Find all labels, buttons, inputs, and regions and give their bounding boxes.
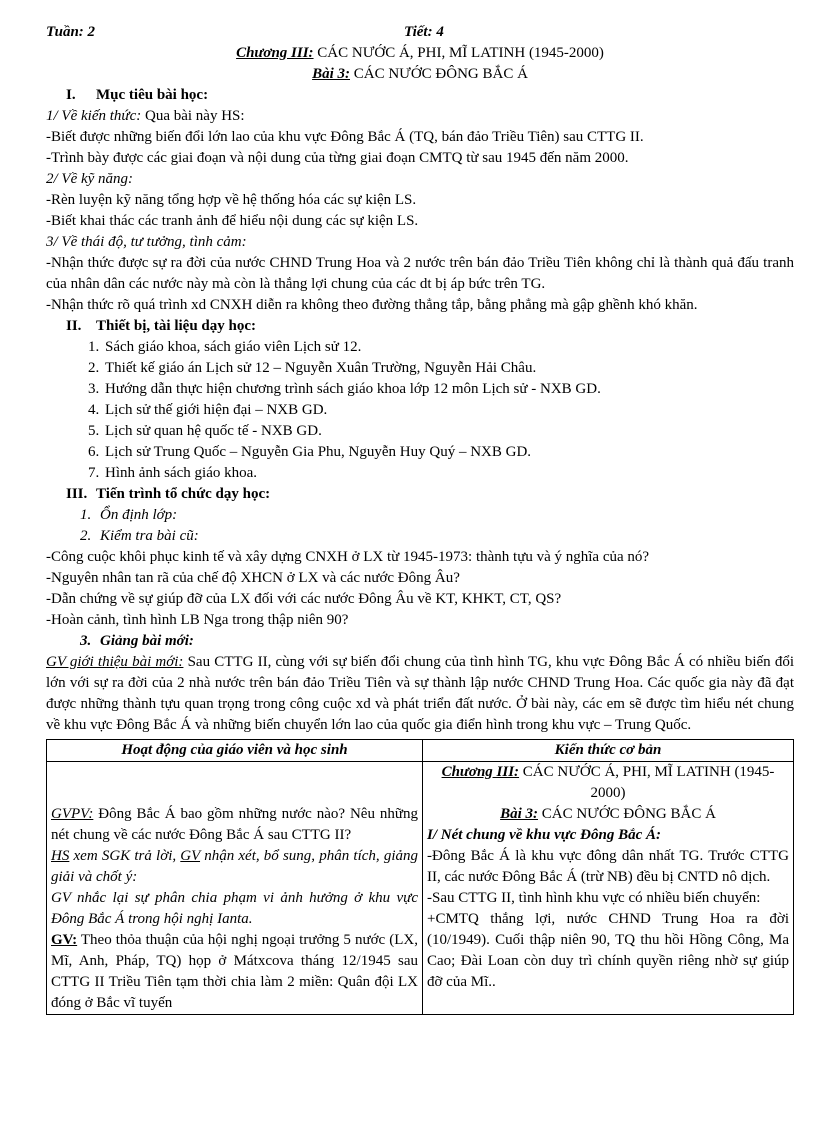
week-label: Tuần: 2	[46, 24, 96, 40]
reference-item: 3. Hướng dẫn thực hiện chương trình sách giáo khoa lớp 12 môn Lịch sử - NXB GD.	[103, 379, 794, 400]
table-header-knowledge: Kiến thức cơ bản	[423, 740, 794, 762]
table-chapter-title	[427, 762, 789, 804]
step-3-num: 3.	[80, 633, 92, 649]
teacher-question-label: GVPV:	[51, 806, 94, 822]
review-question: -Công cuộc khôi phục kinh tế và xây dựng CNXH ở LX từ 1945-1973: thành tựu và ý nghĩa của nó?	[46, 549, 650, 565]
activities-cell	[47, 762, 423, 1015]
hs-label: HS	[51, 848, 70, 864]
knowledge-label: 1/ Về kiến thức:	[46, 108, 142, 124]
step-1-label: Ổn định lớp:	[100, 507, 178, 523]
lesson-table	[46, 739, 794, 1015]
step-2-num: 2.	[80, 528, 92, 544]
section-3-num: III.	[66, 486, 88, 502]
table-header-row	[47, 740, 794, 762]
knowledge-point: -Đông Bắc Á là khu vực đông dân nhất TG. Trước CTTG II, các nước Đông Bắc Á (trừ NB) đều bị CNTD nô dịch.	[427, 848, 789, 885]
knowledge-item: -Biết được những biến đổi lớn lao của khu vực Đông Bắc Á (TQ, bán đảo Triều Tiên) sau CTTG II.	[46, 129, 644, 145]
teacher-explanation	[51, 930, 418, 1014]
step-2	[46, 526, 794, 547]
section-1-num: I.	[66, 87, 76, 103]
step-2-label: Kiểm tra bài cũ:	[100, 528, 199, 544]
section-1-title: Mục tiêu bài học:	[96, 87, 209, 103]
reference-item: 4. Lịch sử thế giới hiện đại – NXB GD.	[103, 400, 794, 421]
lesson-text: CÁC NƯỚC ĐÔNG BẮC Á	[350, 66, 528, 82]
reference-item: 5. Lịch sử quan hệ quốc tế - NXB GD.	[103, 421, 794, 442]
review-question: -Hoàn cảnh, tình hình LB Nga trong thập niên 90?	[46, 612, 349, 628]
knowledge-point: -Sau CTTG II, tình hình khu vực có nhiều biến chuyển:	[427, 890, 761, 906]
student-activity	[51, 846, 418, 888]
lesson-intro-text: Sau CTTG II, cùng với sự biến đổi chung của tình hình TG, khu vực Đông Bắc Á có nhiều biến đổi lớn với sự ra đời của 2 nhà nước trên bán đảo Triều Tiên và sự thành lập nước CHND Trung Hoa. Các quốc gia này đã đạt được những thành tựu quan trọng trong công cuộc xd và phát triển đất nước. Ở bài này, các em sẽ được tìm hiểu nét chung về khu vực Đông Bắc Á và những biến chuyển lớn lao của quốc gia điển hình trong khu vực – Trung Quốc.	[46, 654, 794, 733]
chapter-title	[46, 43, 794, 64]
section-3-heading	[46, 484, 794, 505]
skills-heading: 2/ Về kỹ năng:	[46, 171, 134, 187]
chapter-label: Chương III:	[236, 45, 314, 61]
gv-label: GV	[180, 848, 201, 864]
table-chapter-text: CÁC NƯỚC Á, PHI, MĨ LATINH (1945-2000)	[519, 764, 775, 801]
knowledge-heading-table: I/ Nét chung về khu vực Đông Bắc Á:	[427, 827, 661, 843]
teacher-explanation-label: GV:	[51, 932, 78, 948]
header	[46, 22, 794, 43]
reference-item: 2. Thiết kế giáo án Lịch sử 12 – Nguyễn Xuân Trường, Nguyễn Hải Châu.	[103, 358, 794, 379]
knowledge-point: +CMTQ thắng lợi, nước CHND Trung Hoa ra đời (10/1949). Cuối thập niên 90, TQ thu hồi Hồng Công, Ma Cao; Đài Loan còn duy trì chính quyền riêng nhờ sự giúp đỡ của Mĩ..	[427, 911, 789, 990]
lesson-label: Bài 3:	[312, 66, 350, 82]
section-2-title: Thiết bị, tài liệu dạy học:	[96, 318, 257, 334]
table-row	[47, 762, 794, 1015]
teacher-question-text: Đông Bắc Á bao gồm những nước nào? Nêu những nét chung về các nước Đông Bắc Á sau CTTG II?	[51, 806, 418, 843]
student-activity-rest: nhận xét, bổ sung, phân tích, giảng giải và chốt ý:	[51, 848, 418, 885]
table-header-activities: Hoạt động của giáo viên và học sinh	[47, 740, 423, 762]
reference-item: 6. Lịch sử Trung Quốc – Nguyễn Gia Phu, Nguyễn Huy Quý – NXB GD.	[103, 442, 794, 463]
reference-item: 7. Hình ảnh sách giáo khoa.	[103, 463, 794, 484]
step-3-label: Giảng bài mới:	[100, 633, 194, 649]
attitude-heading: 3/ Về thái độ, tư tưởng, tình cảm:	[46, 234, 247, 250]
review-question: -Nguyên nhân tan rã của chế độ XHCN ở LX và các nước Đông Âu?	[46, 570, 460, 586]
knowledge-heading	[46, 106, 794, 127]
section-3-title: Tiến trình tổ chức dạy học:	[96, 486, 271, 502]
teacher-explanation-text: Theo thỏa thuận của hội nghị ngoại trưởng 5 nước (LX, Mĩ, Anh, Pháp, TQ) họp ở Mátxcova tháng 12/1945 sau CTTG II Triều Tiên tạm thời chia làm 2 miền: Quân đội LX đóng ở Bắc vĩ tuyến	[51, 932, 418, 1011]
review-question: -Dẫn chứng về sự giúp đỡ của LX đối với các nước Đông Âu về KT, KHKT, CT, QS?	[46, 591, 562, 607]
knowledge-intro: Qua bài này HS:	[141, 108, 245, 124]
student-activity-mid: xem SGK trả lời,	[69, 848, 181, 864]
attitude-item: -Nhận thức rõ quá trình xd CNXH diễn ra không theo đường thẳng tắp, bằng phẳng mà gập ghềnh khó khăn.	[46, 297, 698, 313]
teacher-note: GV nhắc lại sự phân chia phạm vi ảnh hưởng ở khu vực Đông Bắc Á trong hội nghị Ianta.	[51, 890, 418, 927]
skills-item: -Rèn luyện kỹ năng tổng hợp về hệ thống hóa các sự kiện LS.	[46, 192, 417, 208]
step-1-num: 1.	[80, 507, 92, 523]
step-3	[46, 631, 794, 652]
section-2-heading	[46, 316, 794, 337]
section-1-heading	[46, 85, 794, 106]
attitude-item: -Nhận thức được sự ra đời của nước CHND Trung Hoa và 2 nước trên bán đảo Triều Tiên không chỉ là thành quả đấu tranh của nhân dân các nước này mà còn là thắng lợi chung của các dt bị áp bức trên TG.	[46, 255, 794, 292]
table-lesson-title	[427, 804, 789, 825]
reference-item: 1. Sách giáo khoa, sách giáo viên Lịch sử 12.	[103, 337, 794, 358]
teacher-question	[51, 804, 418, 846]
knowledge-cell	[423, 762, 794, 1015]
step-1	[46, 505, 794, 526]
skills-item: -Biết khai thác các tranh ảnh để hiểu nội dung các sự kiện LS.	[46, 213, 419, 229]
section-2-num: II.	[66, 318, 82, 334]
chapter-text: CÁC NƯỚC Á, PHI, MĨ LATINH (1945-2000)	[313, 45, 604, 61]
table-chapter-label: Chương III:	[441, 764, 520, 780]
period-label: Tiết: 4	[404, 24, 444, 40]
reference-list	[46, 337, 794, 484]
lesson-intro	[46, 652, 794, 736]
document-page	[46, 22, 794, 1015]
lesson-intro-label: GV giới thiệu bài mới:	[46, 654, 184, 670]
knowledge-item: -Trình bày được các giai đoạn và nội dung của từng giai đoạn CMTQ từ sau 1945 đến năm 2000.	[46, 150, 629, 166]
table-lesson-label: Bài 3:	[500, 806, 538, 822]
lesson-title	[46, 64, 794, 85]
table-lesson-text: CÁC NƯỚC ĐÔNG BẮC Á	[538, 806, 716, 822]
